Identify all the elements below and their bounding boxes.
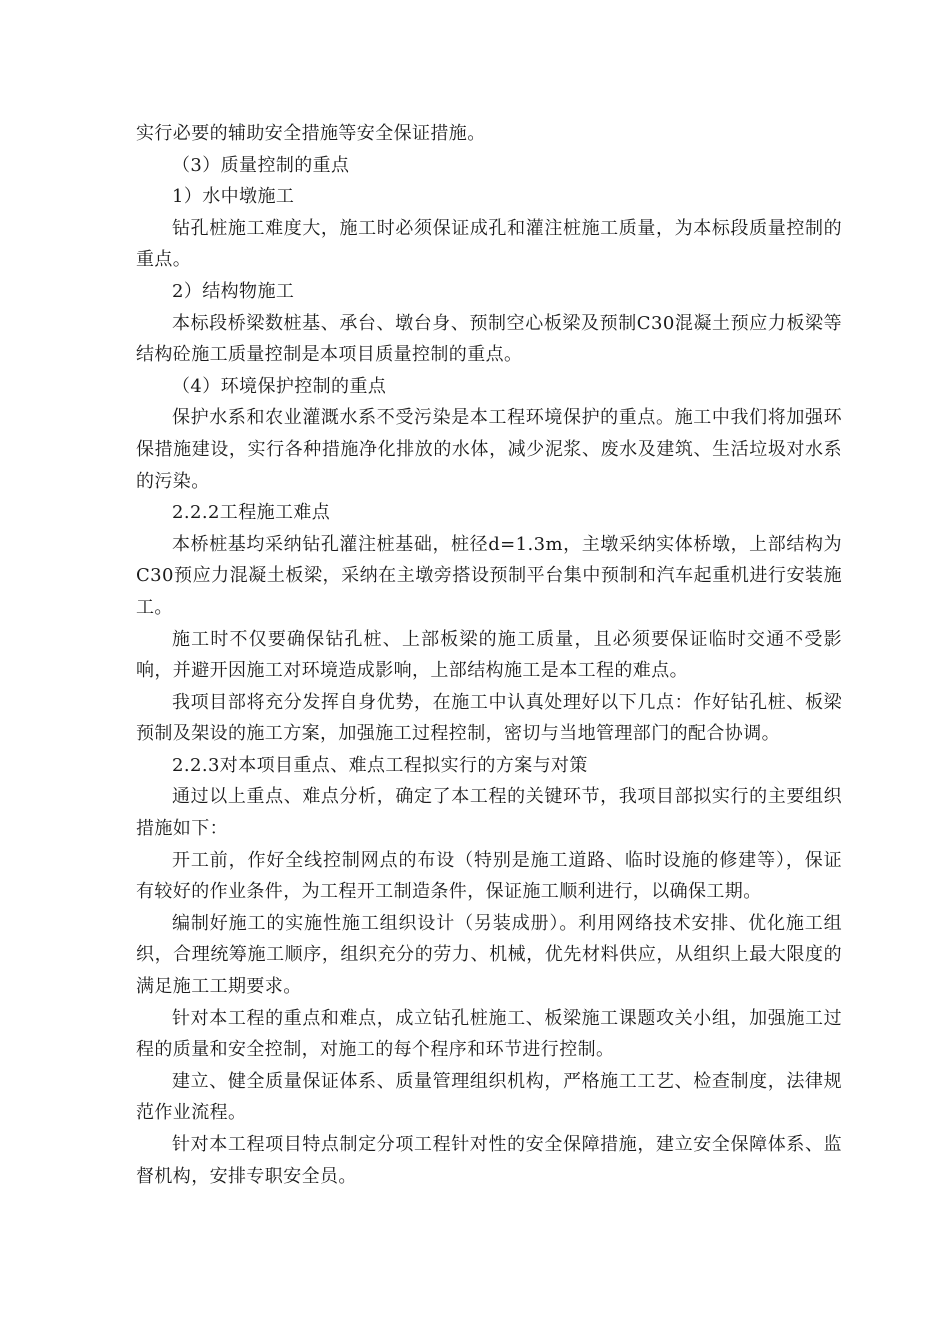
- paragraph-construction-quality: 施工时不仅要确保钻孔桩、上部板梁的施工质量，且必须要保证临时交通不受影响，并避开因施工对环境造成影响，上部结构施工是本工程的难点。: [136, 628, 842, 682]
- heading-quality-control: （3）质量控制的重点: [172, 154, 350, 176]
- paragraph-safety-measures: 针对本工程项目特点制定分项工程针对性的安全保障措施，建立安全保障体系、监督机构，安排专职安全员。: [136, 1134, 842, 1187]
- paragraph-continuation: 实行必要的辅助安全措施等安全保证措施。: [136, 123, 486, 144]
- paragraph-quality-system: 建立、健全质量保证体系、质量管理组织机构，严格施工工艺、检查制度，法律规范作业流程。: [136, 1070, 842, 1124]
- subheading-structure: 2）结构物施工: [172, 280, 295, 302]
- paragraph-task-group: 针对本工程的重点和难点，成立钻孔桩施工、板梁施工课题攻关小组，加强施工过程的质量和安全控制，对施工的每个程序和环节进行控制。: [136, 1007, 842, 1061]
- paragraph-organization-design: 编制好施工的实施性施工组织设计（另装成册）。利用网络技术安排、优化施工组织，合理统筹施工顺序，组织充分的劳力、机械，优先材料供应，从组织上最大限度的满足施工工期要求。: [136, 912, 842, 998]
- paragraph-project-dept: 我项目部将充分发挥自身优势，在施工中认真处理好以下几点：作好钻孔桩、板梁预制及架设的施工方案，加强施工过程控制，密切与当地管理部门的配合协调。: [136, 691, 842, 745]
- subheading-underwater-pier: 1）水中墩施工: [172, 186, 295, 208]
- paragraph-analysis: 通过以上重点、难点分析，确定了本工程的关键环节，我项目部拟实行的主要组织措施如下：: [136, 786, 842, 840]
- heading-2-2-2: 2.2.2工程施工难点: [172, 502, 331, 524]
- paragraph-environment: 保护水系和农业灌溉水系不受污染是本工程环境保护的重点。施工中我们将加强环保措施建设，实行各种措施净化排放的水体，减少泥浆、废水及建筑、生活垃圾对水系的污染。: [136, 407, 842, 492]
- document-body: [136, 118, 842, 1192]
- heading-2-2-3: 2.2.3对本项目重点、难点工程拟实行的方案与对策: [172, 754, 588, 776]
- heading-environment: （4）环境保护控制的重点: [172, 375, 387, 397]
- paragraph-bridge-foundation: 本桥桩基均采纳钻孔灌注桩基础，桩径d=1.3m，主墩采纳实体桥墩，上部结构为C30预应力混凝土板梁，采纳在主墩旁搭设预制平台集中预制和汽车起重机进行安装施工。: [136, 533, 842, 618]
- paragraph-bored-pile: 钻孔桩施工难度大，施工时必须保证成孔和灌注桩施工质量，为本标段质量控制的重点。: [136, 217, 842, 271]
- paragraph-structure: 本标段桥梁数桩基、承台、墩台身、预制空心板梁及预制C30混凝土预应力板梁等结构砼施工质量控制是本项目质量控制的重点。: [136, 312, 842, 366]
- paragraph-before-start: 开工前，作好全线控制网点的布设（特别是施工道路、临时设施的修建等），保证有较好的作业条件，为工程开工制造条件，保证施工顺利进行，以确保工期。: [136, 849, 842, 903]
